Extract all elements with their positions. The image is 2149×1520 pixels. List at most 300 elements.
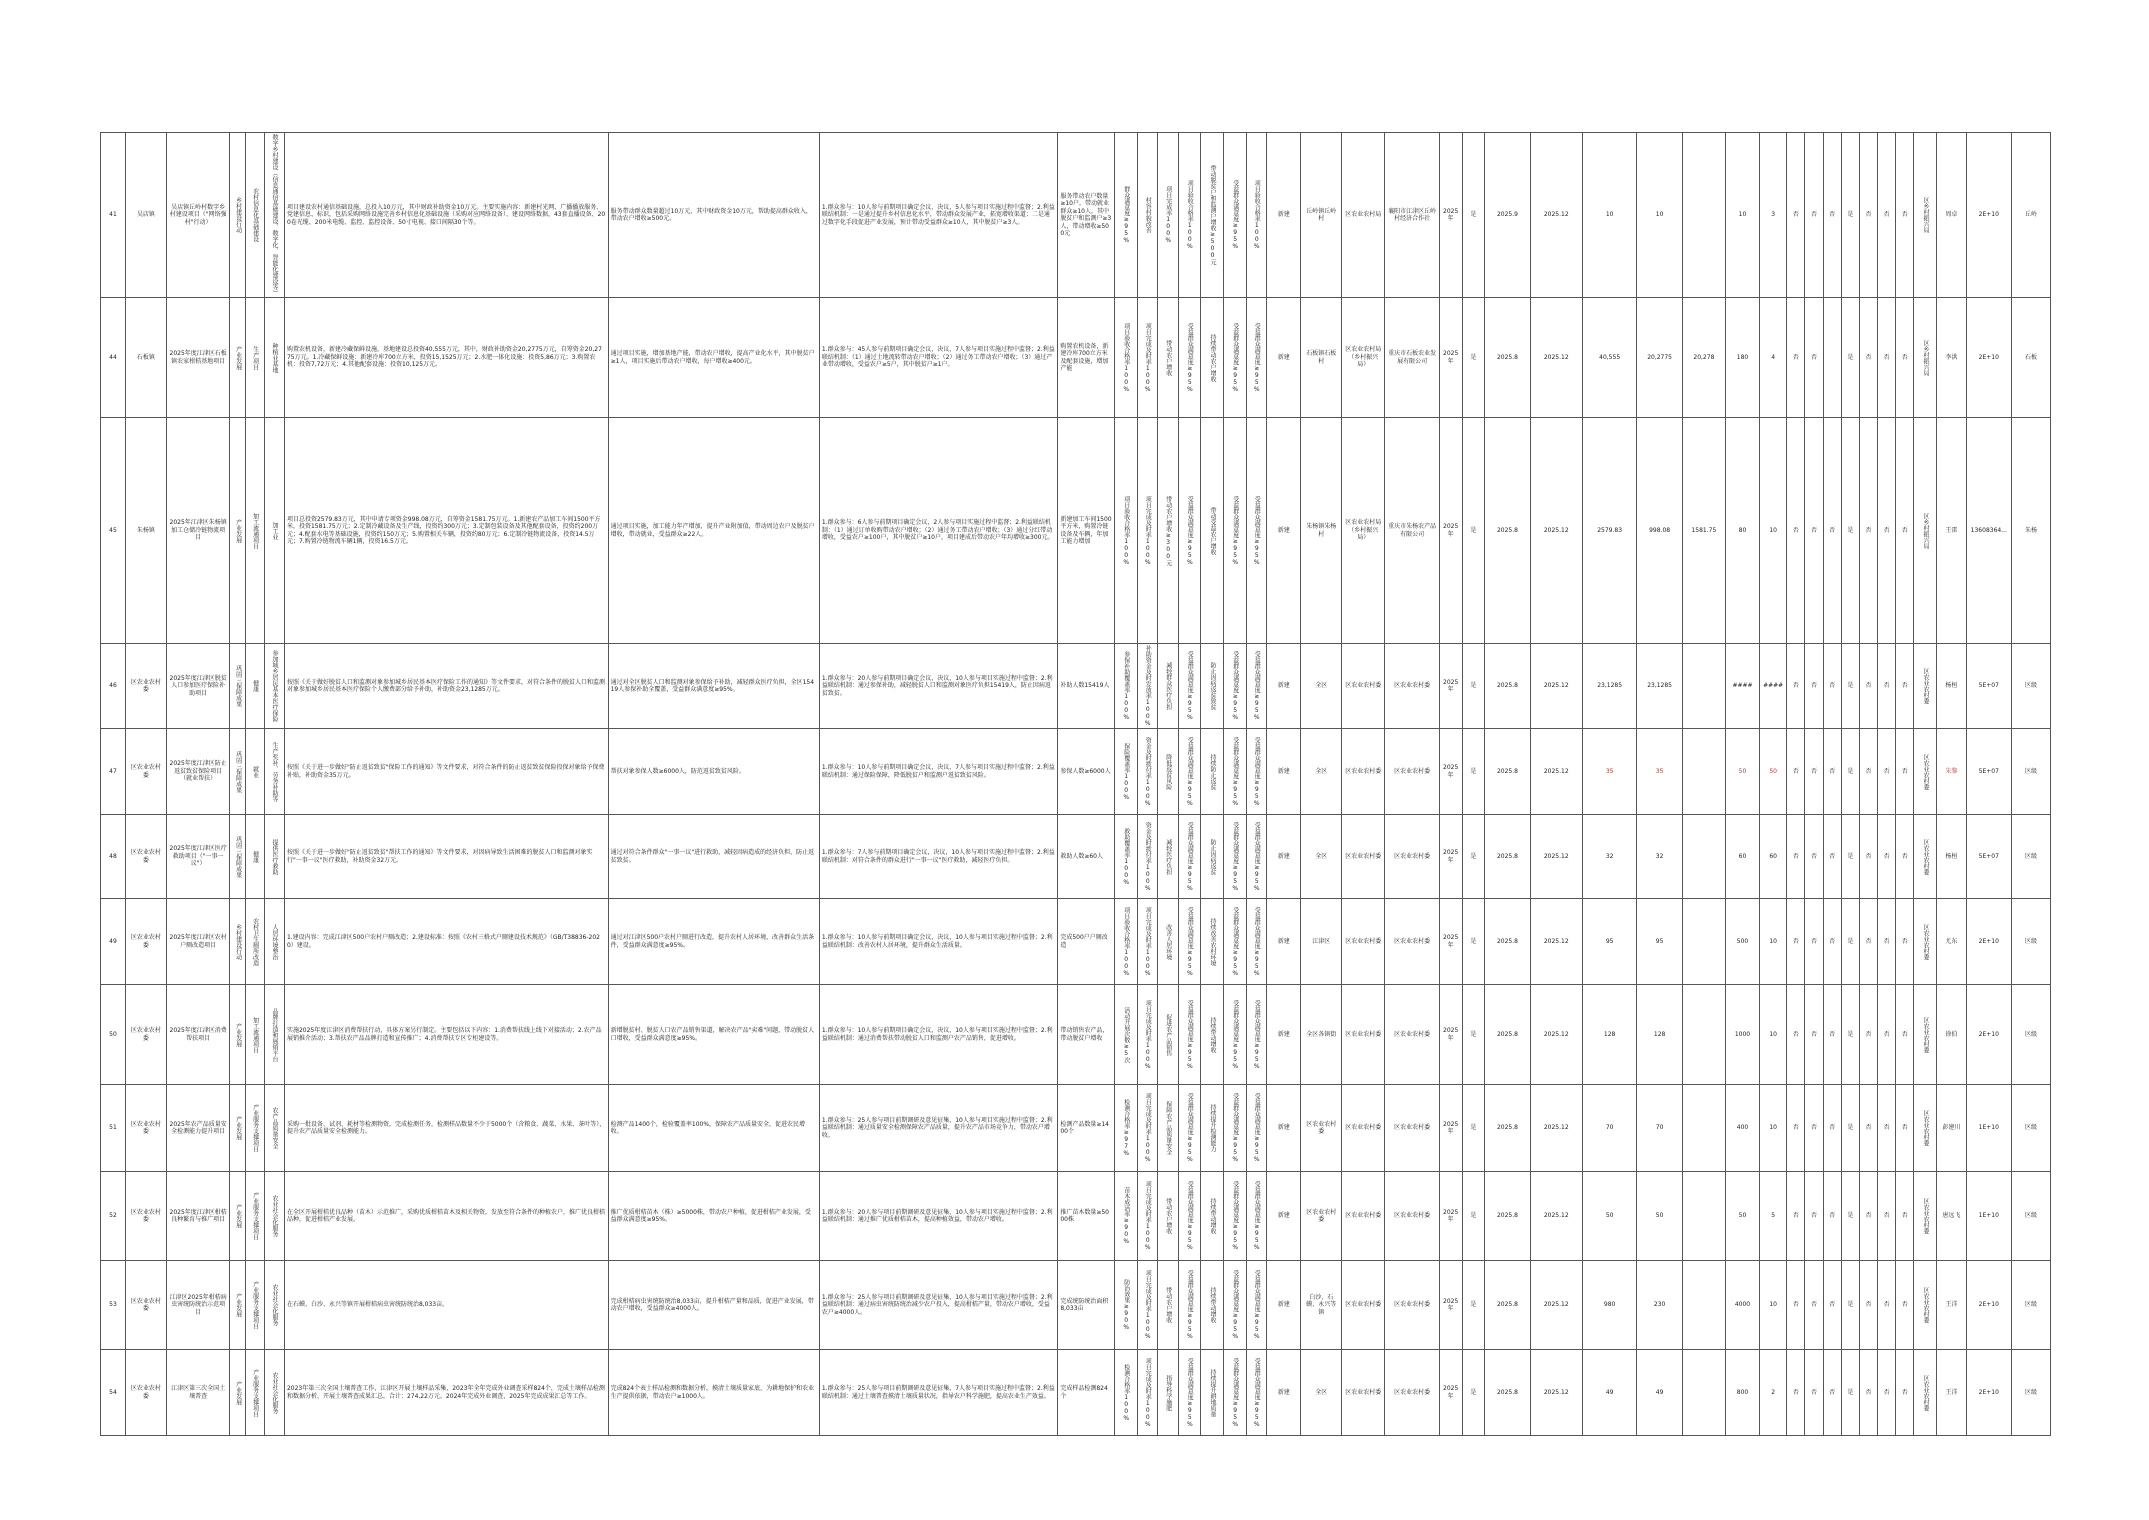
poverty-households: 50 (1760, 729, 1787, 815)
contact-person: 王洋 (1937, 1261, 1967, 1350)
sustainability-indicator: 受益群众满意度≥95% (1224, 418, 1247, 644)
project-name: 2025年度江津区脱贫人口参加医疗保险补助项目 (166, 644, 230, 729)
flag-3: 否 (1823, 1085, 1841, 1172)
project-year: 2025年 (1439, 1172, 1462, 1261)
project-category: 巩固三保障成果 (230, 815, 246, 899)
project-category: 产业发展 (230, 418, 246, 644)
project-subcategory: 产业服务支撑项目 (246, 1085, 264, 1172)
economic-benefit-indicator: 受益群众满意度≥95% (1178, 1261, 1201, 1350)
table-row (101, 729, 2051, 815)
flag-7: 否 (1896, 1350, 1914, 1436)
flag-2: 否 (1805, 298, 1823, 418)
flag-2: 否 (1805, 1172, 1823, 1261)
flag-6: 否 (1878, 899, 1896, 985)
quality-indicator: 苗木成活率≥90% (1115, 1172, 1138, 1261)
satisfaction-indicator: 受益群众满意度≥95% (1246, 1085, 1266, 1172)
output-indicator: 救助人数≥60人 (1058, 815, 1115, 899)
contact-phone: 5E+07 (1966, 815, 2011, 899)
flag-3: 否 (1823, 729, 1841, 815)
flag-1: 否 (1787, 418, 1805, 644)
beneficiary-households: #### (1725, 644, 1759, 729)
end-date: 2025.12 (1530, 1350, 1582, 1436)
start-date: 2025.8 (1485, 1261, 1530, 1350)
construction-content: 1.建设内容：完成江津区500户农村户厕改造；2.建设标准：按照《农村三格式户厕建设技术规范》（GB/T38836-2020）建设。 (284, 899, 608, 985)
project-type-tag: 参加城乡居民基本医疗保险 (264, 644, 284, 729)
implementing-unit: 区农业农村委 (125, 729, 166, 815)
output-indicator: 带动销售农产品，带动脱贫户增收 (1058, 985, 1115, 1085)
flag-7: 否 (1896, 899, 1914, 985)
flag-2: 否 (1805, 899, 1823, 985)
in-plan-flag: 是 (1462, 815, 1485, 899)
responsible-unit: 区农业农村委 (1914, 1085, 1937, 1172)
cost-indicator: 降低返贫风险 (1158, 729, 1178, 815)
construction-content: 在石蟆、白沙、永兴等镇开展柑桔病虫害统防统治8,033亩。 (284, 1261, 608, 1350)
project-year: 2025年 (1439, 729, 1462, 815)
row-number: 52 (101, 1172, 126, 1261)
project-category: 巩固三保障成果 (230, 729, 246, 815)
beneficiary-households: 180 (1725, 298, 1759, 418)
flag-5: 否 (1859, 298, 1877, 418)
construction-type: 新建 (1267, 729, 1301, 815)
flag-7: 否 (1896, 418, 1914, 644)
fiscal-funds: 95 (1637, 899, 1682, 985)
project-table-sheet (100, 132, 2051, 1436)
start-date: 2025.9 (1485, 133, 1530, 298)
total-investment: 23,1285 (1582, 644, 1637, 729)
contact-person: 尤东 (1937, 899, 1967, 985)
economic-benefit-indicator: 受益群众满意度≥95% (1178, 298, 1201, 418)
flag-6: 否 (1878, 1350, 1896, 1436)
end-date: 2025.12 (1530, 815, 1582, 899)
satisfaction-indicator: 受益群众满意度≥95% (1246, 815, 1266, 899)
remark: 朱杨 (2012, 418, 2051, 644)
poverty-households: 5 (1760, 1172, 1787, 1261)
project-location: 朱杨镇朱杨村 (1301, 418, 1342, 644)
project-category: 产业发展 (230, 1350, 246, 1436)
project-subcategory: 产业服务支撑项目 (246, 1172, 264, 1261)
benefit-mechanism: 1.群众参与：10人参与前期项目确定会议、决议，5人参与项目实施过程中监督；2.利益联结机制：一是通过提升乡村信息化水平，带动群众发展产业，拓宽增收渠道；二是通过数字化手段促进产业发展，预计带动受益群众≥10人，其中脱贫户≥3人。 (819, 133, 1057, 298)
output-indicator: 推广苗木数量≥5000株 (1058, 1172, 1115, 1261)
project-year: 2025年 (1439, 899, 1462, 985)
responsible-unit: 区农业农村委 (1914, 1172, 1937, 1261)
performance-goal: 新增脱贫村、脱贫人口农产品销售渠道，解决农产品"卖难"问题，带动脱贫人口增收，受益群众满意度≥95%。 (608, 985, 819, 1085)
project-location: 石板镇石板村 (1301, 298, 1342, 418)
project-name: 江津区第三次全国土壤普查 (166, 1350, 230, 1436)
responsible-unit: 区农业农村委 (1914, 1261, 1937, 1350)
row-number: 51 (101, 1085, 126, 1172)
flag-1: 否 (1787, 899, 1805, 985)
contact-phone: 1E+10 (1966, 1172, 2011, 1261)
flag-7: 否 (1896, 133, 1914, 298)
row-number: 49 (101, 899, 126, 985)
competent-department: 区农业农村局 (1342, 133, 1385, 298)
in-plan-flag: 是 (1462, 1350, 1485, 1436)
project-type-tag: 农业社会化服务 (264, 1350, 284, 1436)
satisfaction-indicator: 受益群众满意度≥95% (1246, 644, 1266, 729)
flag-2: 否 (1805, 729, 1823, 815)
other-funds: 1581.75 (1682, 418, 1725, 644)
project-name: 2025年度江津区防止返贫致贫保险项目（就业帮扶） (166, 729, 230, 815)
construction-content: 采购一批设备、试剂、耗材等检测物资，完成检测任务，检测样品数量不少于5000个（含粮食、蔬菜、水果、茶叶等），提升农产品质量安全检测能力。 (284, 1085, 608, 1172)
flag-1: 否 (1787, 298, 1805, 418)
project-name: 2025年度江津区石板镇农家柑桔基地项目 (166, 298, 230, 418)
beneficiary-households: 60 (1725, 815, 1759, 899)
contact-person: 杨桓 (1937, 644, 1967, 729)
start-date: 2025.8 (1485, 985, 1530, 1085)
quality-indicator: 保险覆盖率100% (1115, 729, 1138, 815)
project-subcategory: 健康 (246, 815, 264, 899)
quality-indicator: 项目验收合格率100% (1115, 418, 1138, 644)
sustainability-indicator: 受益群众满意度≥95% (1224, 644, 1247, 729)
flag-3: 否 (1823, 133, 1841, 298)
social-benefit-indicator: 持续带动增收 (1201, 1261, 1224, 1350)
flag-1: 否 (1787, 133, 1805, 298)
project-year: 2025年 (1439, 985, 1462, 1085)
timeliness-indicator: 项目完成及时率100% (1137, 1261, 1157, 1350)
competent-department: 区农业农村委 (1342, 815, 1385, 899)
flag-2: 否 (1805, 133, 1823, 298)
total-investment: 50 (1582, 1172, 1637, 1261)
timeliness-indicator: 资金及时拨付率100% (1137, 815, 1157, 899)
responsible-unit: 区农业农村委 (1914, 1350, 1937, 1436)
satisfaction-indicator: 项目验收合格率100% (1246, 133, 1266, 298)
total-investment: 128 (1582, 985, 1637, 1085)
fiscal-funds: 128 (1637, 985, 1682, 1085)
contact-person: 王洋 (1937, 1350, 1967, 1436)
contact-person: 周卓 (1937, 133, 1967, 298)
project-category: 产业发展 (230, 1085, 246, 1172)
sustainability-indicator: 受益群众满意度≥95% (1224, 899, 1247, 985)
flag-6: 否 (1878, 815, 1896, 899)
satisfaction-indicator: 受益群众满意度≥95% (1246, 1172, 1266, 1261)
implementing-unit: 区农业农村委 (125, 1350, 166, 1436)
competent-department: 区农业农村委 (1342, 729, 1385, 815)
flag-4: 是 (1841, 298, 1859, 418)
flag-1: 否 (1787, 1261, 1805, 1350)
flag-5: 否 (1859, 899, 1877, 985)
social-benefit-indicator: 持续带动增收 (1201, 1172, 1224, 1261)
project-type-tag: 品牌打造和展销平台 (264, 985, 284, 1085)
implementing-unit: 区农业农村委 (125, 985, 166, 1085)
cost-indicator: 减轻群众医疗负担 (1158, 644, 1178, 729)
beneficiary-households: 800 (1725, 1350, 1759, 1436)
contact-phone: 13608364... (1966, 418, 2011, 644)
output-indicator: 补助人数15419人 (1058, 644, 1115, 729)
end-date: 2025.12 (1530, 418, 1582, 644)
flag-1: 否 (1787, 985, 1805, 1085)
output-indicator: 完成样品检测824个 (1058, 1350, 1115, 1436)
project-category: 产业发展 (230, 985, 246, 1085)
sustainability-indicator: 受益群众满意度≥95% (1224, 1085, 1247, 1172)
quality-indicator: 项目验收合格率100% (1115, 899, 1138, 985)
timeliness-indicator: 项目完成及时率100% (1137, 1350, 1157, 1436)
quality-indicator: 检测合格率100% (1115, 1350, 1138, 1436)
flag-5: 否 (1859, 815, 1877, 899)
flag-4: 是 (1841, 815, 1859, 899)
fiscal-funds: 49 (1637, 1350, 1682, 1436)
project-subcategory: 健康 (246, 644, 264, 729)
remark: 丘岭 (2012, 133, 2051, 298)
project-category: 产业发展 (230, 298, 246, 418)
flag-7: 否 (1896, 985, 1914, 1085)
end-date: 2025.12 (1530, 644, 1582, 729)
sustainability-indicator: 受益群众满意度≥95% (1224, 729, 1247, 815)
output-indicator: 检测产品数量≥1400个 (1058, 1085, 1115, 1172)
row-number: 48 (101, 815, 126, 899)
poverty-households: 2 (1760, 1350, 1787, 1436)
cost-indicator: 带动农户增收 (1158, 1261, 1178, 1350)
fiscal-funds: 70 (1637, 1085, 1682, 1172)
implementing-unit: 区农业农村委 (125, 815, 166, 899)
in-plan-flag: 是 (1462, 1261, 1485, 1350)
project-location: 全区 (1301, 815, 1342, 899)
benefit-mechanism: 1.群众参与：10人参与前期项目确定会议，决议，10人参与项目实施过程中监督；2.利益联结机制：通过消费帮扶带动脱贫人口和监测户农产品销售，促进增收。 (819, 985, 1057, 1085)
competent-department: 区农业农村委 (1342, 985, 1385, 1085)
project-subcategory: 产业服务支撑项目 (246, 1261, 264, 1350)
flag-5: 否 (1859, 418, 1877, 644)
sustainability-indicator: 受益群众满意度≥95% (1224, 1350, 1247, 1436)
flag-3 (1823, 298, 1841, 418)
construction-type: 新建 (1267, 644, 1301, 729)
in-plan-flag: 是 (1462, 729, 1485, 815)
project-subcategory: 加工流通项目 (246, 418, 264, 644)
timeliness-indicator: 项目完成及时率100% (1137, 298, 1157, 418)
construction-type: 新建 (1267, 1085, 1301, 1172)
project-subcategory: 就业 (246, 729, 264, 815)
start-date: 2025.8 (1485, 899, 1530, 985)
benefit-mechanism: 1.群众参与：25人参与项目前期调研及意见征集，7人参与项目实施过程中监督；2.利益联结机制：通过土壤普查摸清土壤质量状况，指导农户科学施肥，提高农业生产效益。 (819, 1350, 1057, 1436)
flag-7: 否 (1896, 815, 1914, 899)
other-funds (1682, 1261, 1725, 1350)
row-number: 47 (101, 729, 126, 815)
flag-7: 否 (1896, 1172, 1914, 1261)
flag-1: 否 (1787, 1350, 1805, 1436)
construction-type: 新建 (1267, 133, 1301, 298)
poverty-households: #### (1760, 644, 1787, 729)
implementing-unit: 区农业农村委 (125, 1085, 166, 1172)
contact-person: 李洪 (1937, 298, 1967, 418)
construction-type: 新建 (1267, 899, 1301, 985)
competent-department: 区农业农村局（乡村振兴局） (1342, 298, 1385, 418)
flag-2: 否 (1805, 1085, 1823, 1172)
contact-phone: 1E+10 (1966, 1085, 2011, 1172)
flag-4: 是 (1841, 1350, 1859, 1436)
performance-goal: 通过对全区脱贫人口和监测对象参保给予补助，减轻群众医疗负担，全区15419人参保补助全覆盖，受益群众满意度≥95%。 (608, 644, 819, 729)
flag-2: 否 (1805, 985, 1823, 1085)
project-year: 2025年 (1439, 1350, 1462, 1436)
flag-4: 是 (1841, 1172, 1859, 1261)
poverty-households: 10 (1760, 418, 1787, 644)
project-year: 2025年 (1439, 298, 1462, 418)
project-subcategory: 产业服务支撑项目 (246, 1350, 264, 1436)
project-location: 全区 (1301, 1350, 1342, 1436)
cost-indicator: 项目完成率100% (1158, 133, 1178, 298)
performance-goal: 通过项目实施，加工能力年产增加，提升产业附加值，带动周边农户及脱贫户增收，带动就业，受益群众≥22人。 (608, 418, 819, 644)
table-row (101, 1085, 2051, 1172)
project-location: 全区 (1301, 644, 1342, 729)
row-number: 44 (101, 298, 126, 418)
project-owner: 区农业农村委 (1385, 985, 1440, 1085)
table-row (101, 815, 2051, 899)
remark: 区级 (2012, 899, 2051, 985)
flag-6: 否 (1878, 133, 1896, 298)
output-indicator: 参保人数≥6000人 (1058, 729, 1115, 815)
flag-7: 否 (1896, 644, 1914, 729)
project-location: 全区 (1301, 729, 1342, 815)
responsible-unit: 区农业农村委 (1914, 729, 1937, 815)
project-owner: 襄阳市江津区丘岭村经济合作社 (1385, 133, 1440, 298)
project-type-tag: 生产奖补、劳务补助等 (264, 729, 284, 815)
contact-person: 王雷 (1937, 418, 1967, 644)
implementing-unit: 区农业农村委 (125, 1261, 166, 1350)
social-benefit-indicator: 防止因病返贫致贫 (1201, 644, 1224, 729)
flag-1: 否 (1787, 729, 1805, 815)
start-date: 2025.8 (1485, 298, 1530, 418)
remark: 石板 (2012, 298, 2051, 418)
social-benefit-indicator: 持续防止返贫 (1201, 729, 1224, 815)
project-category: 产业发展 (230, 1261, 246, 1350)
implementing-unit: 区农业农村委 (125, 899, 166, 985)
project-subcategory: 农村卫生厕所改造 (246, 899, 264, 985)
flag-5: 否 (1859, 1085, 1877, 1172)
row-number: 45 (101, 418, 126, 644)
flag-7: 否 (1896, 729, 1914, 815)
economic-benefit-indicator: 项目验收合格率100% (1178, 133, 1201, 298)
cost-indicator: 改善人居环境 (1158, 899, 1178, 985)
project-owner: 重庆市朱杨农产品有限公司 (1385, 418, 1440, 644)
project-type-tag: 人居环境整治 (264, 899, 284, 985)
flag-4: 是 (1841, 1261, 1859, 1350)
project-year: 2025年 (1439, 1261, 1462, 1350)
benefit-mechanism: 1.群众参与：7人参与前期项目确定会议，决议，10人参与项目实施过程中监督；2.利益联结机制：对符合条件的群众进行"一事一议"医疗救助，减轻医疗负担。 (819, 815, 1057, 899)
flag-5: 否 (1859, 1172, 1877, 1261)
table-row (101, 1172, 2051, 1261)
remark: 区级 (2012, 1350, 2051, 1436)
construction-type: 新建 (1267, 815, 1301, 899)
construction-content: 按照《关于进一步做好"防止返贫致贫"保险工作的通知》等文件要求，对符合条件的防止返贫致贫保险投保对象给予保费补贴，补助资金35万元。 (284, 729, 608, 815)
competent-department: 区农业农村委 (1342, 899, 1385, 985)
contact-phone: 2E+10 (1966, 1261, 2011, 1350)
responsible-unit: 区农业农村委 (1914, 644, 1937, 729)
timeliness-indicator: 项目完成及时率100% (1137, 899, 1157, 985)
project-name: 2025年江津区朱杨镇加工仓储冷链物流项目 (166, 418, 230, 644)
end-date: 2025.12 (1530, 1172, 1582, 1261)
flag-3: 否 (1823, 985, 1841, 1085)
beneficiary-households: 50 (1725, 1172, 1759, 1261)
construction-content: 在全区开展柑桔优良品种（苗木）示范推广，采购优质柑桔苗木及相关物资，发放至符合条件的种植农户，推广优良柑桔品种，促进柑桔产业发展。 (284, 1172, 608, 1261)
project-name: 2025年度江津区消费帮扶项目 (166, 985, 230, 1085)
project-year: 2025年 (1439, 1085, 1462, 1172)
quality-indicator: 防治效果≥90% (1115, 1261, 1138, 1350)
construction-content: 项目总投资2579.83万元，其中申请专项资金998.08万元，自筹资金1581.75万元。1.新建农产品加工车间1500平方米，投资1581.75万元；2.定制冷藏设备及生产线，投资约300万元；3.定制包装设备及其他配套设备，投资约200万元；4.配套水电等基础设施，投资约150万元；5.购置相关车辆，投资约80万元；6.定制冷链物流设备，投资14.5万元；7.购置冷链物流车辆1辆，投资16.5万元。 (284, 418, 608, 644)
total-investment: 32 (1582, 815, 1637, 899)
contact-phone: 2E+10 (1966, 985, 2011, 1085)
output-indicator: 服务带动农户数量≥10户，带动就业群众≥10人，其中脱贫户和监测户≥3人，带动增收≥500元 (1058, 133, 1115, 298)
row-number: 54 (101, 1350, 126, 1436)
implementing-unit: 区农业农村委 (125, 1172, 166, 1261)
table-row (101, 133, 2051, 298)
construction-type: 新建 (1267, 1261, 1301, 1350)
row-number: 50 (101, 985, 126, 1085)
construction-content: 项目建设农村通信基础设施，总投入10万元，其中财政补助资金10万元。主要实施内容：新建村光网、广播播放服务、党建信息、标识，包括采购网络设施完善乡村信息化基础设施（采购对应网络设备）、建设网络数据，43套直播设备、200卷光缆、200米电缆、监控、监控设备、50寸电视、接口间隔30个等。 (284, 133, 608, 298)
flag-4: 是 (1841, 985, 1859, 1085)
project-owner: 区农业农村委 (1385, 1085, 1440, 1172)
beneficiary-households: 4000 (1725, 1261, 1759, 1350)
flag-7: 否 (1896, 1261, 1914, 1350)
social-benefit-indicator: 持续带动农户增收 (1201, 298, 1224, 418)
project-category: 乡村建设行动 (230, 899, 246, 985)
flag-2: 否 (1805, 815, 1823, 899)
flag-4: 是 (1841, 133, 1859, 298)
quality-indicator: 项目验收合格率100% (1115, 298, 1138, 418)
start-date: 2025.8 (1485, 644, 1530, 729)
poverty-households: 10 (1760, 899, 1787, 985)
total-investment: 10 (1582, 133, 1637, 298)
cost-indicator: 促进农产品销售 (1158, 985, 1178, 1085)
table-row (101, 985, 2051, 1085)
timeliness-indicator: 资金及时拨付率100% (1137, 729, 1157, 815)
satisfaction-indicator: 受益群众满意度≥95% (1246, 1350, 1266, 1436)
total-investment: 95 (1582, 899, 1637, 985)
construction-content: 按照《关于做好脱贫人口和监测对象参加城乡居民基本医疗保险工作的通知》等文件要求，对符合条件的脱贫人口和监测对象参加城乡居民基本医疗保险个人缴费部分给予补助，补助资金23,1285万元。 (284, 644, 608, 729)
benefit-mechanism: 1.群众参与：10人参与前期项目确定会议，决议，10人参与项目实施过程中监督；2.利益联结机制：改善农村人居环境，提升群众生活质量。 (819, 899, 1057, 985)
end-date: 2025.12 (1530, 899, 1582, 985)
table-row (101, 1261, 2051, 1350)
fiscal-funds: 10 (1637, 133, 1682, 298)
project-year: 2025年 (1439, 133, 1462, 298)
project-location: 区农业农村委 (1301, 1085, 1342, 1172)
end-date: 2025.12 (1530, 298, 1582, 418)
poverty-households: 60 (1760, 815, 1787, 899)
construction-type: 新建 (1267, 1350, 1301, 1436)
fiscal-funds: 35 (1637, 729, 1682, 815)
flag-2: 否 (1805, 1350, 1823, 1436)
flag-6: 否 (1878, 644, 1896, 729)
economic-benefit-indicator: 受益群众满意度≥95% (1178, 1085, 1201, 1172)
project-owner: 区农业农村委 (1385, 815, 1440, 899)
sustainability-indicator: 受益群众满意度≥95% (1224, 815, 1247, 899)
flag-6: 否 (1878, 1085, 1896, 1172)
responsible-unit: 区农业农村委 (1914, 985, 1937, 1085)
competent-department: 区农业农村委 (1342, 1261, 1385, 1350)
total-investment: 980 (1582, 1261, 1637, 1350)
poverty-households: 10 (1760, 1085, 1787, 1172)
contact-phone: 2E+10 (1966, 899, 2011, 985)
responsible-unit: 区乡村振兴局 (1914, 133, 1937, 298)
satisfaction-indicator: 受益群众满意度≥95% (1246, 899, 1266, 985)
timeliness-indicator: 村容村貌改善 (1137, 133, 1157, 298)
timeliness-indicator: 补助资金及时发放率100% (1137, 644, 1157, 729)
cost-indicator: 带动农户增收 (1158, 298, 1178, 418)
project-owner: 区农业农村委 (1385, 644, 1440, 729)
timeliness-indicator: 项目完成及时率100% (1137, 985, 1157, 1085)
in-plan-flag: 是 (1462, 418, 1485, 644)
start-date: 2025.8 (1485, 1172, 1530, 1261)
social-benefit-indicator: 持续带动增收 (1201, 985, 1224, 1085)
satisfaction-indicator: 受益群众满意度≥95% (1246, 1261, 1266, 1350)
economic-benefit-indicator: 受益群众满意度≥95% (1178, 1350, 1201, 1436)
project-type-tag: 数字乡村建设（信息通信基础建设、数字化、智能化建设等） (264, 133, 284, 298)
economic-benefit-indicator: 受益群众满意度≥95% (1178, 729, 1201, 815)
performance-goal: 通过对符合条件群众"一事一议"进行救助，减轻因病造成的经济负担，防止返贫致贫。 (608, 815, 819, 899)
sustainability-indicator: 受益群众满意度≥95% (1224, 298, 1247, 418)
total-investment: 70 (1582, 1085, 1637, 1172)
contact-person: 唐远飞 (1937, 1172, 1967, 1261)
competent-department: 区农业农村委 (1342, 1350, 1385, 1436)
responsible-unit: 区农业农村委 (1914, 899, 1937, 985)
project-type-tag: 农产品质量安全 (264, 1085, 284, 1172)
flag-6: 否 (1878, 729, 1896, 815)
